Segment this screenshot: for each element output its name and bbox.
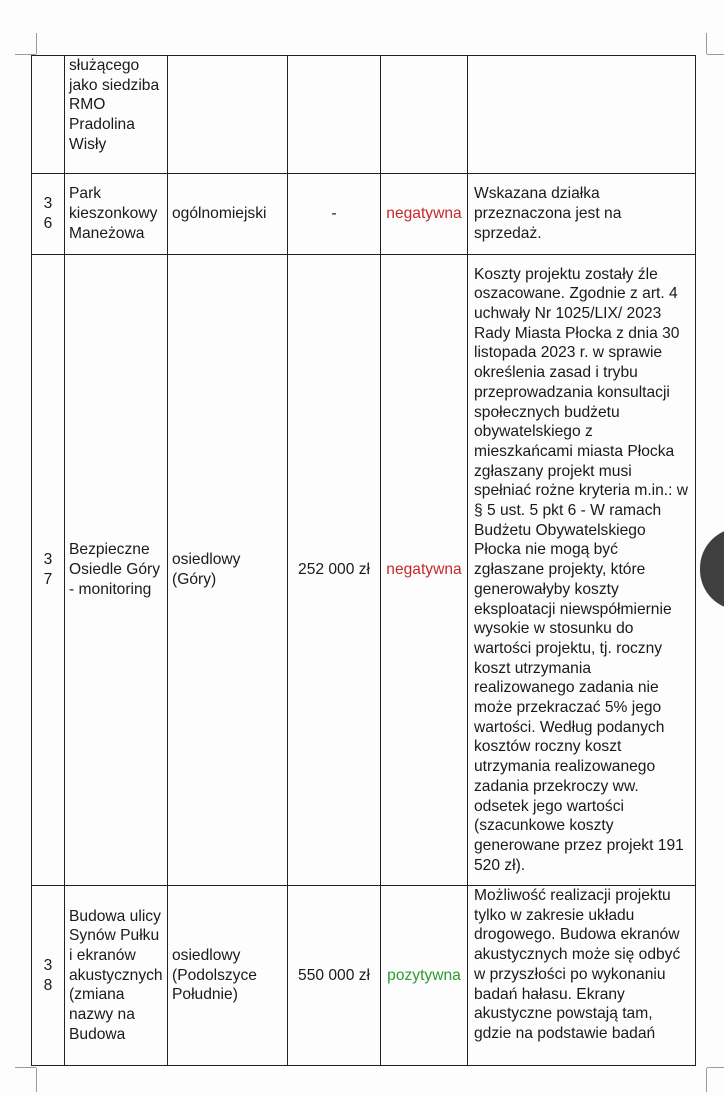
project-name: służącego jako siedziba RMO Pradolina Wisły	[65, 56, 168, 174]
project-name: Budowa ulicy Synów Pułku i ekranów akustycznych (zmiana nazwy na Budowa	[65, 886, 168, 1066]
project-cost	[288, 56, 381, 174]
project-type: ogólnomiejski	[168, 174, 288, 255]
project-type: osiedlowy (Podolszyce Południe)	[168, 886, 288, 1066]
project-cost: -	[288, 174, 381, 255]
crop-mark-top-right	[706, 33, 707, 54]
project-type: osiedlowy (Góry)	[168, 255, 288, 886]
row-number: 37	[32, 255, 65, 886]
project-name: Park kieszonkowy Maneżowa	[65, 174, 168, 255]
crop-mark-top-left	[36, 33, 37, 54]
crop-mark-bottom-left	[36, 1068, 37, 1092]
crop-mark-bottom-right-h	[707, 1067, 724, 1068]
project-type	[168, 56, 288, 174]
project-opinion	[381, 56, 468, 174]
crop-mark-bottom-left-h	[15, 1067, 36, 1068]
project-name: Bezpieczne Osiedle Góry - monitoring	[65, 255, 168, 886]
project-cost: 252 000 zł	[288, 255, 381, 886]
side-scroll-tab[interactable]	[700, 528, 724, 610]
row-number: 38	[32, 886, 65, 1066]
table-row	[32, 56, 696, 174]
row-number: 36	[32, 174, 65, 255]
table-row	[32, 886, 696, 1066]
project-opinion: negatywna	[381, 174, 468, 255]
table-row	[32, 255, 696, 886]
table-row	[32, 174, 696, 255]
project-cost: 550 000 zł	[288, 886, 381, 1066]
project-opinion: pozytywna	[381, 886, 468, 1066]
project-opinion: negatywna	[381, 255, 468, 886]
project-justification: Wskazana działka przeznaczona jest na sprzedaż.	[468, 174, 696, 255]
crop-mark-bottom-right	[706, 1068, 707, 1092]
project-justification	[468, 56, 696, 174]
projects-table	[31, 55, 696, 1066]
crop-mark-top-right-h	[707, 54, 724, 55]
project-justification: Koszty projektu zostały źle oszacowane. Zgodnie z art. 4 uchwały Nr 1025/LIX/ 2023 Rady Miasta Płocka z dnia 30 listopada 2023 r. w sprawie określenia zasad i trybu przeprowadzania konsultacji społecznych budżetu obywatelskiego z mieszkańcami miasta Płocka zgłaszany projekt musi spełniać rożne kryteria m.in.: w § 5 ust. 5 pkt 6 - W ramach Budżetu Obywatelskiego Płocka nie mogą być zgłaszane projekty, które generowałyby koszty eksploatacji niewspółmiernie wysokie w stosunku do wartości projektu, tj. roczny koszt utrzymania realizowanego zadania nie może przekraczać 5% jego wartości. Według podanych kosztów roczny koszt utrzymania realizowanego zadania przekroczy ww. odsetek jego wartości (szacunkowe koszty generowane przez projekt 191 520 zł).	[468, 255, 696, 886]
project-justification: Możliwość realizacji projektu tylko w zakresie układu drogowego. Budowa ekranów akustycznych może się odbyć w przyszłości po wykonaniu badań hałasu. Ekrany akustyczne powstają tam, gdzie na podstawie badań	[468, 886, 696, 1066]
row-number	[32, 56, 65, 174]
